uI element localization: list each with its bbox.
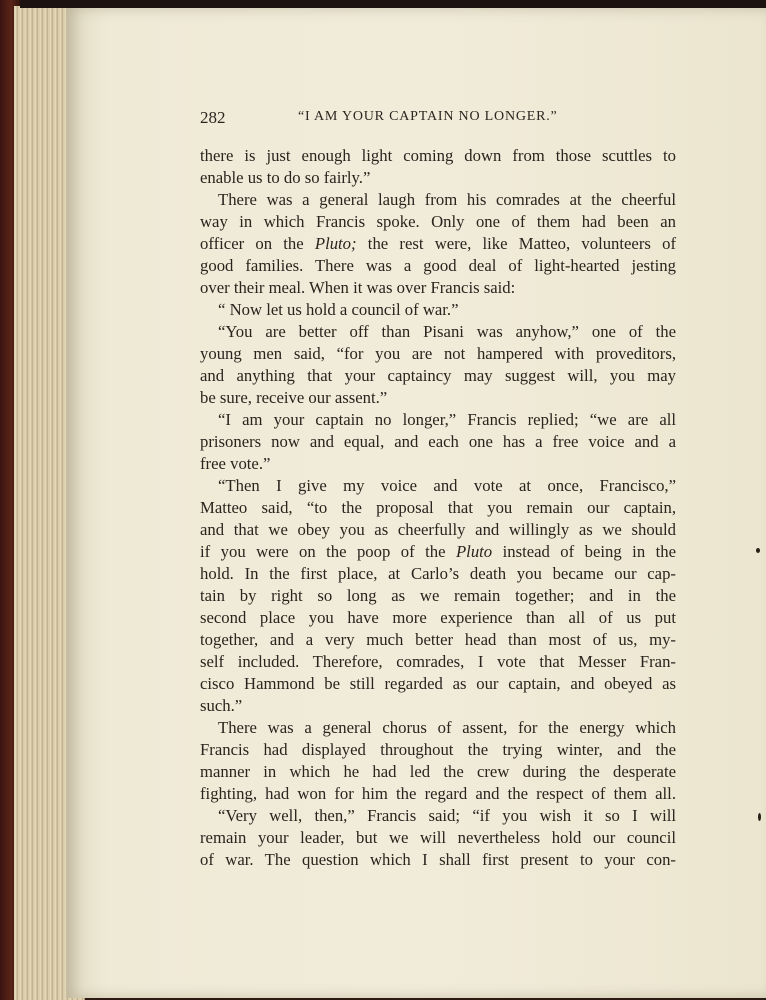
text-line: cisco Hammond be still regarded as our captain, and obeyed as	[200, 674, 676, 693]
running-head: “I AM YOUR CAPTAIN NO LONGER.”	[298, 109, 558, 124]
text-segment: if you were on the poop of the	[200, 542, 456, 561]
text-line: manner in which he had led the crew during the desperate	[200, 762, 676, 781]
page-header	[200, 108, 678, 132]
text-line: hold. In the first place, at Carlo’s death you became our cap-	[200, 564, 676, 583]
text-line: and that we obey you as cheerfully and willingly as we should	[200, 520, 676, 539]
text-segment: instead of being in the	[492, 542, 676, 561]
ship-name-italic: Pluto;	[314, 234, 357, 253]
text-line-mixed	[200, 541, 676, 563]
text-line: enable us to do so fairly.”	[200, 168, 371, 187]
text-segment: officer on the	[200, 234, 315, 253]
text-line: Francis had displayed throughout the trying winter, and the	[200, 740, 676, 759]
text-line: tain by right so long as we remain together; and in the	[200, 586, 676, 605]
text-line: “Then I give my voice and vote at once, Francisco,”	[218, 476, 676, 495]
text-line: “You are better off than Pisani was anyhow,” one of the	[218, 322, 676, 341]
ink-speck	[758, 813, 761, 821]
text-line: and anything that your captaincy may suggest will, you may	[200, 366, 676, 385]
ink-speck	[756, 548, 760, 553]
text-line: fighting, had won for him the regard and the respect of them all.	[200, 784, 676, 803]
book-top-edge	[20, 0, 766, 8]
text-line: young men said, “for you are not hampered with proveditors,	[200, 344, 676, 363]
text-line: There was a general laugh from his comrades at the cheerful	[218, 190, 676, 209]
text-line: remain your leader, but we will nevertheless hold our council	[200, 828, 676, 847]
text-line: There was a general chorus of assent, for the energy which	[218, 718, 676, 737]
text-line: there is just enough light coming down from those scuttles to	[200, 146, 676, 165]
text-line: “ Now let us hold a council of war.”	[218, 300, 459, 319]
text-line-mixed	[200, 233, 676, 255]
text-line: second place you have more experience than all of us put	[200, 608, 676, 627]
text-line: good families. There was a good deal of light-hearted jesting	[200, 256, 676, 275]
text-line: “I am your captain no longer,” Francis replied; “we are all	[218, 410, 676, 429]
text-line: self included. Therefore, comrades, I vote that Messer Fran-	[200, 652, 676, 671]
text-line: free vote.”	[200, 454, 271, 473]
page-number: 282	[200, 108, 226, 127]
text-line: together, and a very much better head than most of us, my-	[200, 630, 676, 649]
text-line: Matteo said, “to the proposal that you remain our captain,	[200, 498, 676, 517]
text-line: “Very well, then,” Francis said; “if you wish it so I will	[218, 806, 676, 825]
text-line: be sure, receive our assent.”	[200, 388, 388, 407]
text-line: way in which Francis spoke. Only one of them had been an	[200, 212, 676, 231]
text-line: such.”	[200, 696, 243, 715]
body-text	[200, 145, 676, 871]
text-line: prisoners now and equal, and each one has a free voice and a	[200, 432, 676, 451]
text-line: of war. The question which I shall first present to your con-	[200, 850, 676, 869]
ship-name-italic: Pluto	[455, 542, 493, 561]
text-line: over their meal. When it was over Francis said:	[200, 278, 516, 297]
text-segment: the rest were, like Matteo, volunteers of	[356, 234, 676, 253]
